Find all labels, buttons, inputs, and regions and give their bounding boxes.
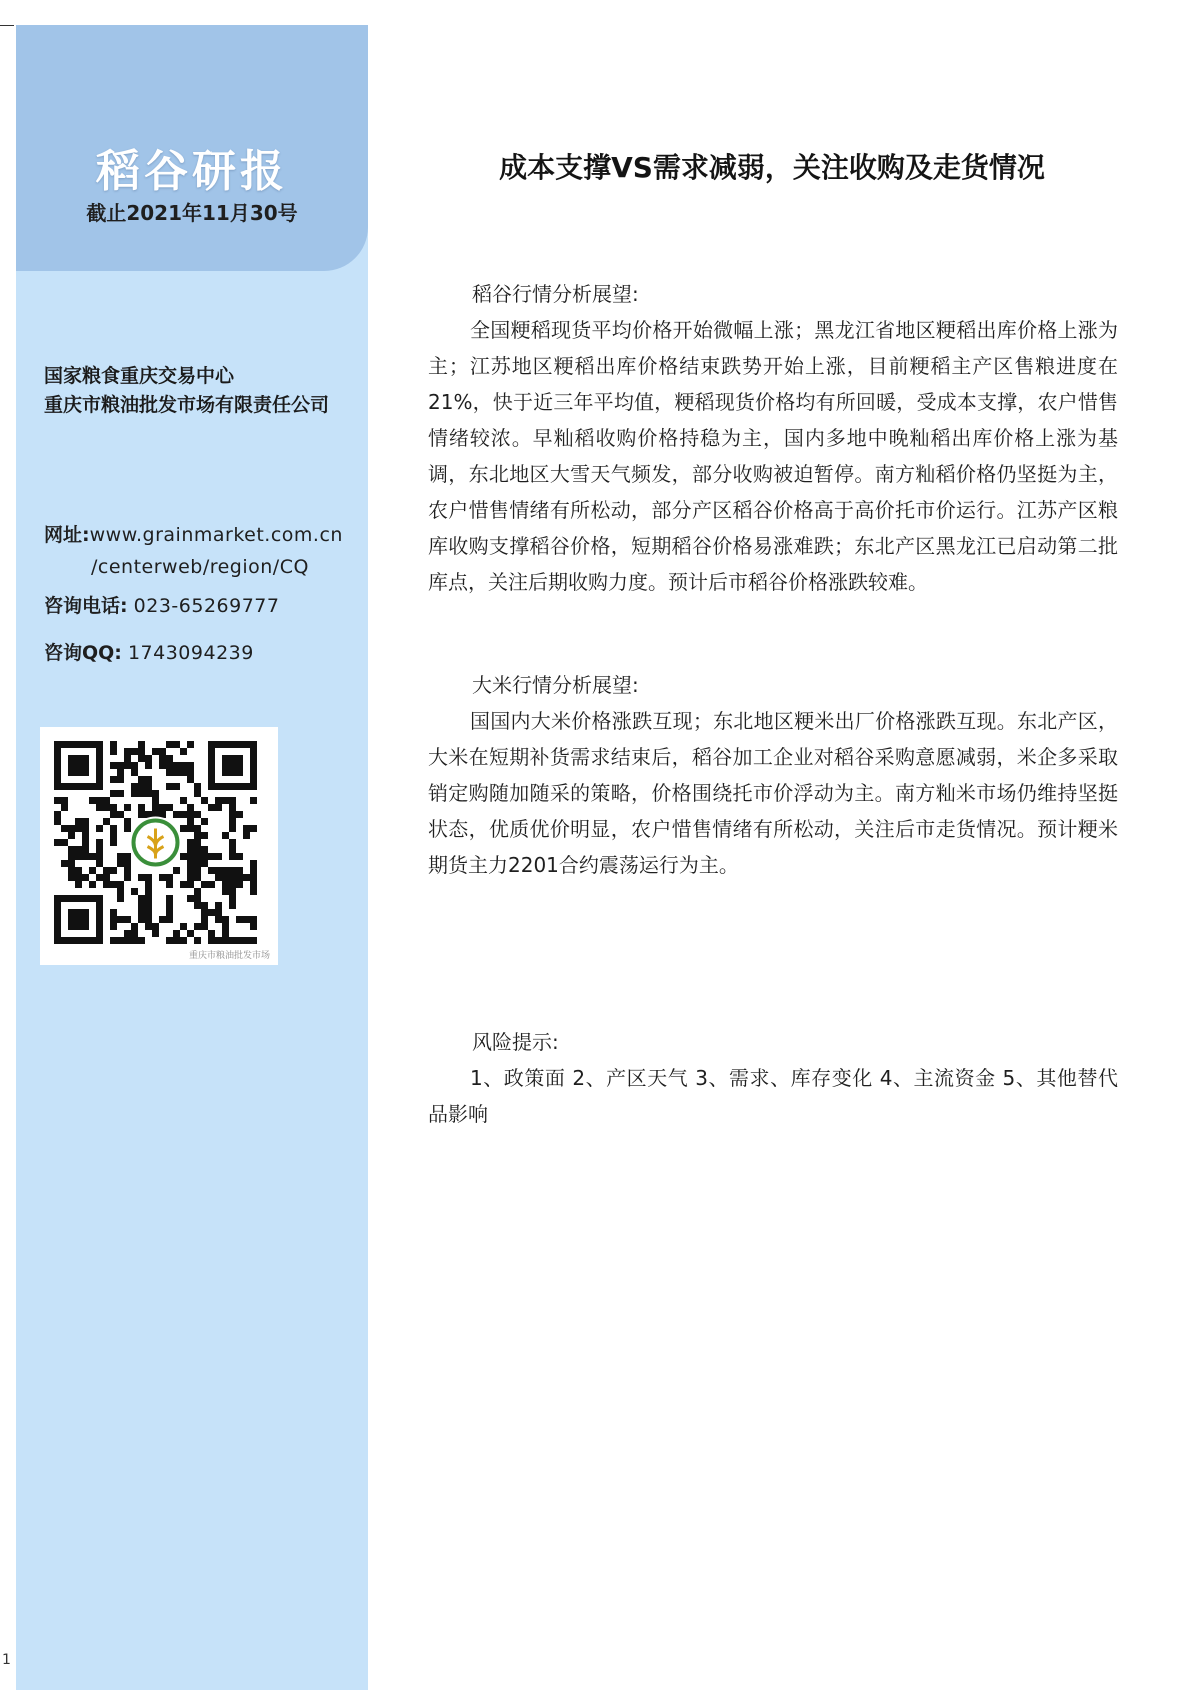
section-body: 1、政策面 2、产区天气 3、需求、库存变化 4、主流资金 5、其他替代品影响: [428, 1066, 1118, 1126]
contact-phone: [44, 591, 279, 618]
section-risk-notice: [428, 1024, 1118, 1132]
phone-value: 023-65269777: [133, 595, 280, 617]
qq-value: 1743094239: [127, 642, 254, 664]
brand-title: 稻谷研报: [96, 146, 288, 197]
organization-name: 国家粮食重庆交易中心: [44, 365, 235, 387]
section-milled-rice-outlook: [428, 667, 1118, 883]
website-link-path[interactable]: /centerweb/region/CQ: [91, 556, 309, 578]
phone-label: 咨询电话:: [44, 595, 128, 617]
organization-block: [44, 362, 364, 420]
section-heading: 风险提示:: [472, 1030, 559, 1054]
section-rice-outlook: [428, 276, 1118, 600]
website-link[interactable]: www.grainmarket.com.cn: [89, 524, 343, 546]
qr-caption: 重庆市粮油批发市场: [188, 951, 270, 961]
sidebar: [16, 25, 368, 1690]
section-heading: 大米行情分析展望:: [472, 673, 639, 697]
section-body: 国国内大米价格涨跌互现；东北地区粳米出厂价格涨跌互现。东北产区，大米在短期补货需求结束后，稻谷加工企业对稻谷采购意愿减弱，米企多采取销定购随加随采的策略，价格围绕托市价浮动为主。南方籼米市场仍维持坚挺状态，优质优价明显，农户惜售情绪有所松动，关注后市走货情况。预计粳米期货主力2201合约震荡运行为主。: [428, 709, 1118, 877]
qr-code: [40, 727, 278, 965]
contact-website: [44, 519, 343, 583]
page-number: 1: [2, 1652, 11, 1668]
report-date: 截止2021年11月30号: [86, 201, 298, 225]
article-title: 成本支撑VS需求减弱，关注收购及走货情况: [499, 151, 1045, 184]
website-label: 网址:: [44, 524, 90, 546]
sidebar-header: [16, 25, 368, 271]
qq-label: 咨询QQ:: [44, 642, 122, 664]
corner-crop-mark: [0, 25, 14, 26]
section-heading: 稻谷行情分析展望:: [472, 282, 639, 306]
section-body: 全国粳稻现货平均价格开始微幅上涨；黑龙江省地区粳稻出库价格上涨为主；江苏地区粳稻出库价格结束跌势开始上涨，目前粳稻主产区售粮进度在21%，快于近三年平均值，粳稻现货价格均有所回暖，受成本支撑，农户惜售情绪较浓。早籼稻收购价格持稳为主，国内多地中晚籼稻出库价格上涨为基调，东北地区大雪天气频发，部分收购被迫暂停。南方籼稻价格仍坚挺为主，农户惜售情绪有所松动，部分产区稻谷价格高于高价托市价运行。江苏产区粮库收购支撑稻谷价格，短期稻谷价格易涨难跌；东北产区黑龙江已启动第二批库点，关注后期收购力度。预计后市稻谷价格涨跌较难。: [428, 318, 1118, 594]
organization-company: 重庆市粮油批发市场有限责任公司: [44, 394, 330, 416]
qr-code-graphic: [40, 727, 278, 965]
contact-qq: [44, 638, 254, 665]
